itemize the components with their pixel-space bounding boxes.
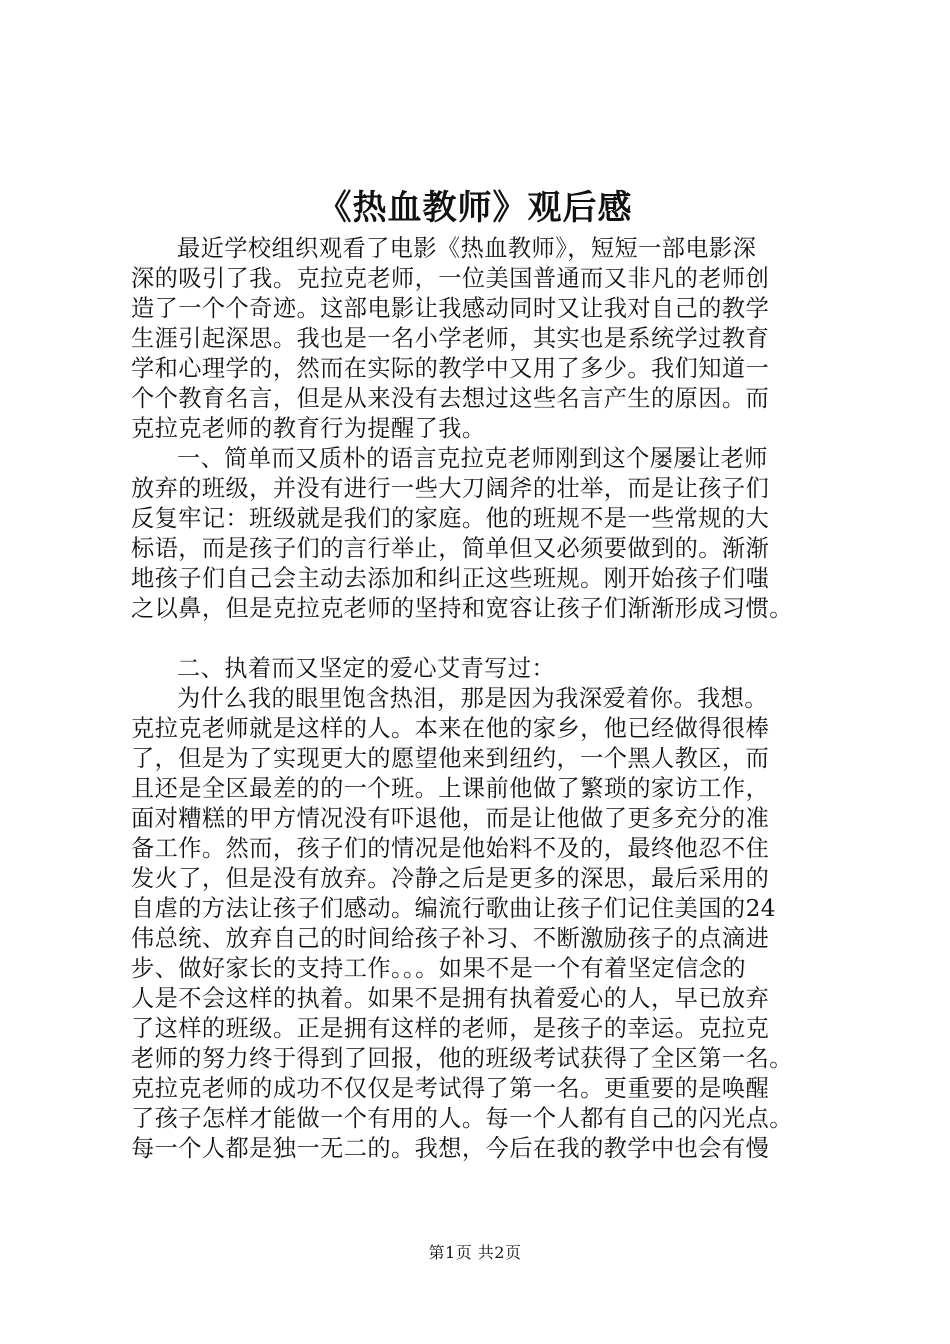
text-line: 生涯引起深思。我也是一名小学老师，其实也是系统学过教育 <box>131 325 770 352</box>
text-line: 发火了，但是没有放弃。冷静之后是更多的深思，最后采用的 <box>131 865 770 892</box>
text-line: 伟总统、放弃自己的时间给孩子补习、不断激励孩子的点滴进 <box>131 925 770 952</box>
text-line: 深的吸引了我。克拉克老师，一位美国普通而又非凡的老师创 <box>131 265 770 292</box>
text-line: 克拉克老师就是这样的人。本来在他的家乡，他已经做得很棒 <box>131 715 770 742</box>
text-line: 标语，而是孩子们的言行举止，简单但又必须要做到的。渐渐 <box>131 535 770 562</box>
text-line: 每一个人都是独一无二的。我想，今后在我的教学中也会有慢 <box>131 1135 770 1162</box>
text-line: 自虐的方法让孩子们感动。编流行歌曲让孩子们记住美国的24 <box>131 895 776 922</box>
text-line: 二、执着而又坚定的爱心艾青写过： <box>177 655 556 682</box>
text-line: 一、简单而又质朴的语言克拉克老师刚到这个屡屡让老师 <box>177 445 768 472</box>
text-line: 克拉克老师的成功不仅仅是考试得了第一名。更重要的是唤醒 <box>131 1075 770 1102</box>
text-line: 造了一个个奇迹。这部电影让我感动同时又让我对自己的教学 <box>131 295 770 322</box>
document-title: 《热血教师》观后感 <box>317 188 633 228</box>
text-line: 最近学校组织观看了电影《热血教师》，短短一部电影深 <box>177 235 757 262</box>
text-line: 了孩子怎样才能做一个有用的人。每一个人都有自己的闪光点。 <box>131 1105 793 1132</box>
text-line: 了这样的班级。正是拥有这样的老师，是孩子的幸运。克拉克 <box>131 1015 770 1042</box>
blank-line <box>131 624 851 654</box>
text-line: 学和心理学的，然而在实际的教学中又用了多少。我们知道一 <box>131 355 770 382</box>
text-line: 步、做好家长的支持工作。。。如果不是一个有着坚定信念的 <box>131 955 747 982</box>
text-line: 放弃的班级，并没有进行一些大刀阔斧的壮举，而是让孩子们 <box>131 475 770 502</box>
page-number-footer: 第1页 共2页 <box>428 1243 522 1262</box>
document-body <box>131 234 851 1164</box>
text-line: 之以鼻，但是克拉克老师的坚持和宽容让孩子们渐渐形成习惯。 <box>131 595 793 622</box>
text-line: 克拉克老师的教育行为提醒了我。 <box>131 415 486 442</box>
text-line: 面对糟糕的甲方情况没有吓退他，而是让他做了更多充分的准 <box>131 805 770 832</box>
text-line: 反复牢记：班级就是我们的家庭。他的班规不是一些常规的大 <box>131 505 770 532</box>
text-line: 为什么我的眼里饱含热泪，那是因为我深爱着你。我想。 <box>177 685 768 712</box>
text-line: 了，但是为了实现更大的愿望他来到纽约，一个黑人教区，而 <box>131 745 770 772</box>
text-line: 地孩子们自己会主动去添加和纠正这些班规。刚开始孩子们嗤 <box>131 565 770 592</box>
text-line: 个个教育名言，但是从来没有去想过这些名言产生的原因。而 <box>131 385 770 412</box>
text-line: 且还是全区最差的的一个班。上课前他做了繁琐的家访工作， <box>131 775 770 802</box>
text-line: 人是不会这样的执着。如果不是拥有执着爱心的人，早已放弃 <box>131 985 770 1012</box>
text-line: 备工作。然而，孩子们的情况是他始料不及的，最终他忍不住 <box>131 835 770 862</box>
text-line: 老师的努力终于得到了回报，他的班级考试获得了全区第一名。 <box>131 1045 793 1072</box>
